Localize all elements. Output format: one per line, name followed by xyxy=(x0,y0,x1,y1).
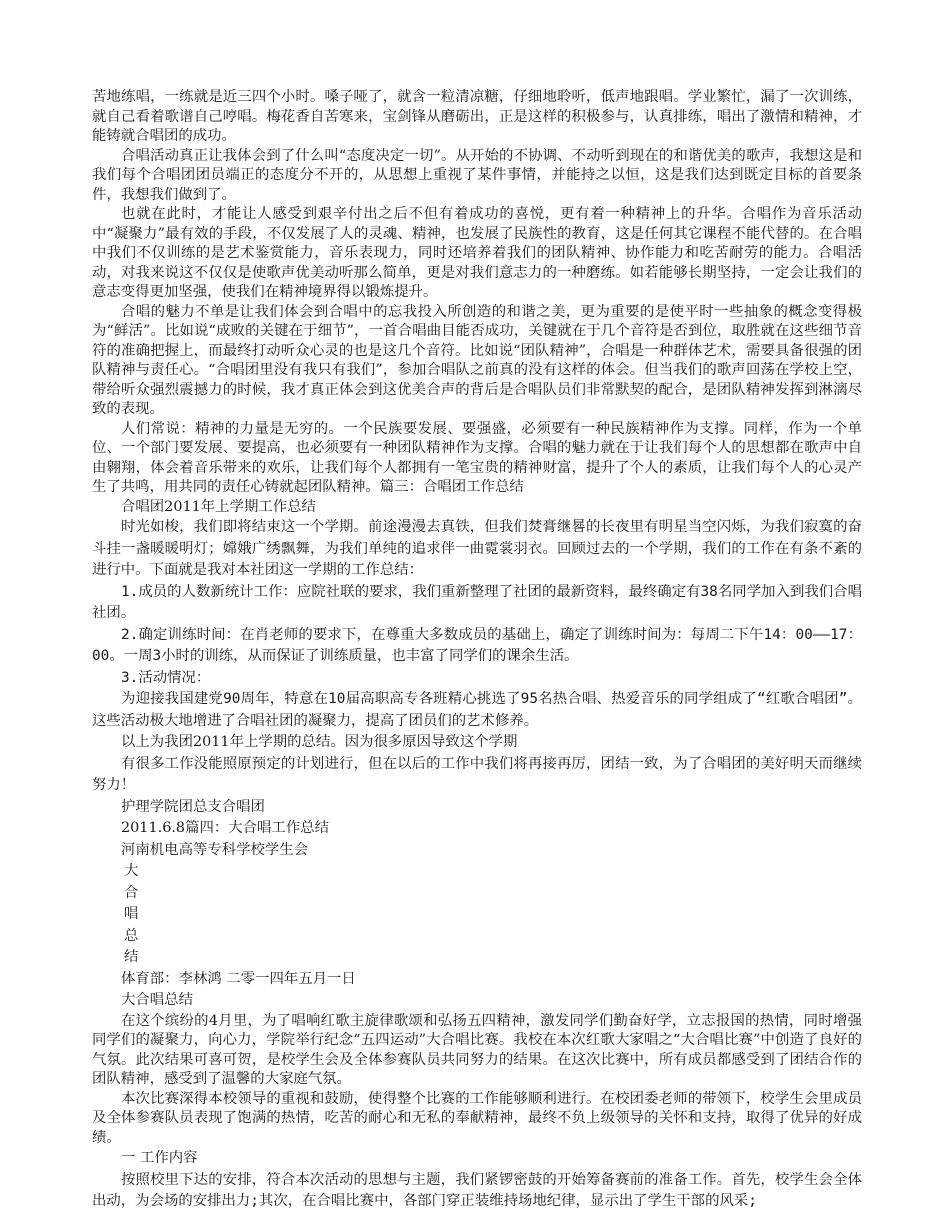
signature: 护理学院团总支合唱团 xyxy=(121,798,265,815)
paragraph: 合唱活动真正让我体会到了什么叫“态度决定一切”。从开始的不协调、不动听到现在的和谐优美的歌声，我想这是和我们每个合唱团团员端正的态度分不开的，从思想上重视了某件事情，并能持之以恒，这是我们达到既定目标的首要条件，我想我们做到了。 xyxy=(92,147,862,203)
section-title: 合唱团2011年上学期工作总结 xyxy=(121,498,316,515)
paragraph: 合唱的魅力不单是让我们体会到合唱中的忘我投入所创造的和谐之美，更为重要的是使平时一些抽象的概念变得极为“鲜活”。比如说“成败的关键在于细节”，一首合唱曲目能否成功，关键就在于几个音符是否到位，取胜就在这些细节音符的准确把握上，而最终打动听众心灵的也是这几个音符。比如说“团队精神”，合唱是一种群体艺术，需要具备很强的团队精神与责任心。“合唱团里没有我只有我们”，参加合唱队之前真的没有这样的体会。但当我们的歌声回荡在学校上空，带给听众强烈震撼力的时候，我才真正体会到这优美合声的背后是合唱队员们非常默契的配合，是团队精神发挥到淋漓尽致的表现。 xyxy=(92,303,862,417)
paragraph: 为迎接我国建党90周年，特意在10届高职高专各班精心挑选了95名热合唱、热爱音乐的同学组成了“红歌合唱团”。这些活动极大地增进了合唱社团的凝聚力，提高了团员们的艺术修养。 xyxy=(92,691,862,729)
section-title: 大合唱总结 xyxy=(121,992,193,1008)
section-heading: 一 工作内容 xyxy=(121,1150,198,1166)
date-line: 2011.6.8篇四：大合唱工作总结 xyxy=(121,820,329,836)
school-name: 河南机电高等专科学校学生会 xyxy=(121,841,309,858)
author-line: 体育部：李林鸿 二零一四年五月一日 xyxy=(121,970,356,987)
vertical-title-char: 结 xyxy=(124,949,139,965)
vertical-title-char: 总 xyxy=(124,927,139,944)
paragraph: 本次比赛深得本校领导的重视和鼓励，使得整个比赛的工作能够顺利进行。在校团委老师的带领下，校学生会里成员及全体参赛队员表现了饱满的热情，吃苦的耐心和无私的奉献精神，最终不负上级领导的关怀和支持，取得了优异的好成绩。 xyxy=(92,1090,862,1146)
paragraph: 也就在此时，才能让人感受到艰辛付出之后不但有着成功的喜悦，更有着一种精神上的升华。合唱作为音乐活动中“凝聚力”最有效的手段，不仅发展了人的灵魂、精神，也发展了民族性的教育，这是任何其它课程不能代替的。在合唱中我们不仅训练的是艺术鉴赏能力，音乐表现力，同时还培养着我们的团队精神、协作能力和吃苦耐劳的能力。合唱活动，对我来说这不仅仅是使歌声优美动听那么简单，更是对我们意志力的一种磨练。如若能够长期坚持，一定会让我们的意志变得更加坚强，使我们在精神境界得以锻炼提升。 xyxy=(92,206,862,300)
vertical-title-char: 大 xyxy=(124,863,139,879)
paragraph: 时光如梭，我们即将结束这一个学期。前途漫漫去真铁，但我们焚膏继晷的长夜里有明星当空闪烁，为我们寂寞的奋斗挂一盏暖暖明灯；嫦娥广绣飘舞，为我们单纯的追求伴一曲霓裳羽衣。回顾过去的一个学期，我们的工作在有条不紊的进行中。下面就是我对本社团这一学期的工作总结： xyxy=(92,519,862,578)
paragraph: 按照校里下达的安排，符合本次活动的思想与主题，我们紧锣密鼓的开始筹备赛前的准备工作。首先，校学生会全体出动，为会场的安排出力;其次，在合唱比赛中，各部门穿正装维持场地纪律，显示出了学生干部的风采; xyxy=(92,1171,862,1209)
vertical-title-char: 唱 xyxy=(124,906,139,922)
paragraph: 以上为我团2011年上学期的总结。因为很多原因导致这个学期 xyxy=(121,734,518,750)
document-page xyxy=(92,88,862,1213)
paragraph: 在这个缤纷的4月里，为了唱响红歌主旋律歌颂和弘扬五四精神，激发同学们勤奋好学，立志报国的热情，同时增强同学们的凝聚力，向心力，学院举行纪念“五四运动”大合唱比赛。我校在本次红歌大家唱之“大合唱比赛”中创造了良好的气氛。此次结果可喜可贺，是校学生会及全体参赛队员共同努力的结果。在这次比赛中，所有成员都感受到了团结合作的团队精神，感受到了温馨的大家庭气氛。 xyxy=(92,1012,862,1087)
list-item: 3.活动情况： xyxy=(121,669,211,686)
list-item: 1.成员的人数新统计工作：应院社联的要求，我们重新整理了社团的最新资料，最终确定有38名同学加入到我们合唱社团。 xyxy=(92,583,862,621)
paragraph: 有很多工作没能照原预定的计划进行，但在以后的工作中我们将再接再厉，团结一致，为了合唱团的美好明天而继续努力！ xyxy=(92,755,862,793)
paragraph: 苦地练唱，一练就是近三四个小时。嗓子哑了，就含一粒清凉糖，仔细地聆听，低声地跟唱。学业繁忙，漏了一次训练，就自己看着歌谱自己哼唱。梅花香自苦寒来，宝剑锋从磨砺出，正是这样的积极参与，认真排练，唱出了激情和精神，才能铸就合唱团的成功。 xyxy=(92,89,862,144)
paragraph: 人们常说：精神的力量是无穷的。一个民族要发展、要强盛，必须要有一种民族精神作为支撑。同样，作为一个单位、一个部门要发展、要提高，也必须要有一种团队精神作为支撑。合唱的魅力就在于让我们每个人的思想都在歌声中自由翱翔，体会着音乐带来的欢乐，让我们每个人都拥有一笔宝贵的精神财富，提升了个人的素质，让我们每个人的心灵产生了共鸣，用共同的责任心铸就起团队精神。篇三：合唱团工作总结 xyxy=(92,420,862,495)
list-item: 2.确定训练时间：在肖老师的要求下，在尊重大多数成员的基础上，确定了训练时间为：每周二下午14：00——17：00。一周3小时的训练，从而保证了训练质量，也丰富了同学们的课余生活。 xyxy=(92,626,862,664)
vertical-title-char: 合 xyxy=(124,884,139,901)
